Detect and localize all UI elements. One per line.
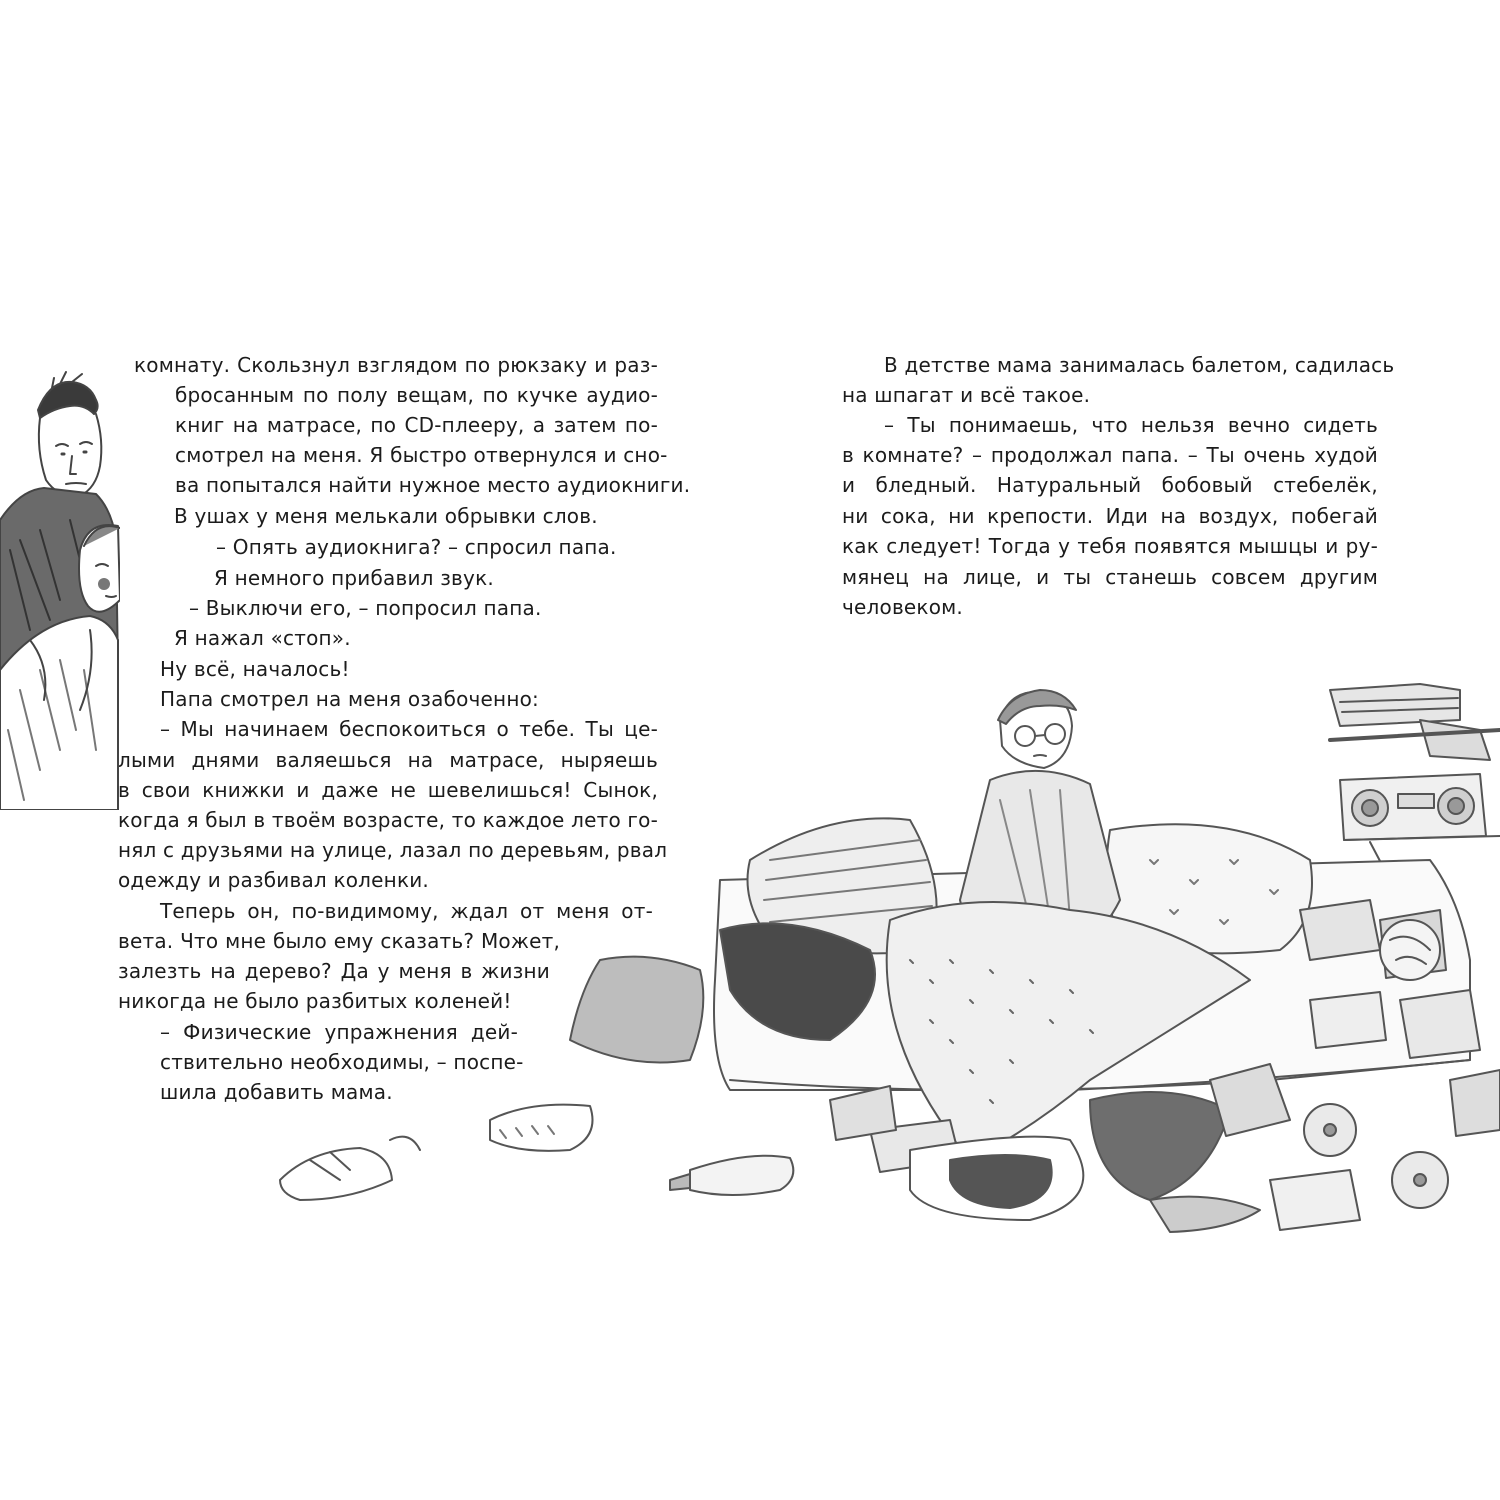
text-line: мянец на лице, и ты станешь совсем другим xyxy=(842,565,1378,589)
text-line: книг на матрасе, по CD-плееру, а затем по- xyxy=(175,413,658,437)
text-line: бросанным по полу вещам, по кучке аудио- xyxy=(175,383,658,407)
text-line: – Выключи его, – попросил папа. xyxy=(189,596,542,620)
text-line: смотрел на меня. Я быстро отвернулся и сно- xyxy=(175,443,668,467)
boy-room-illustration xyxy=(270,660,1500,1240)
text-line: – Опять аудиокнига? – спросил папа. xyxy=(216,535,617,559)
text-line: как следует! Тогда у тебя появятся мышцы и ру- xyxy=(842,534,1378,558)
parents-illustration xyxy=(0,370,120,810)
text-line: нял с друзьями на улице, лазал по деревьям, рвал xyxy=(118,838,668,862)
text-line: вета. Что мне было ему сказать? Может, xyxy=(118,929,560,953)
text-line: Ну всё, началось! xyxy=(160,657,350,681)
text-line: – Мы начинаем беспокоиться о тебе. Ты це- xyxy=(160,717,658,741)
text-line: когда я был в твоём возрасте, то каждое лето го- xyxy=(118,808,658,832)
text-line: в комнате? – продолжал папа. – Ты очень худой xyxy=(842,443,1378,467)
text-line: Папа смотрел на меня озабоченно: xyxy=(160,687,539,711)
text-line: комнату. Скользнул взглядом по рюкзаку и раз- xyxy=(134,353,658,377)
text-line: человеком. xyxy=(842,595,963,619)
text-line: – Физические упражнения дей- xyxy=(160,1020,518,1044)
text-line: шила добавить мама. xyxy=(160,1080,393,1104)
text-line: лыми днями валяешься на матрасе, ныряешь xyxy=(118,748,658,772)
text-line: ва попытался найти нужное место аудиокниги. xyxy=(175,473,691,497)
text-line: Я немного прибавил звук. xyxy=(214,566,494,590)
text-line: Я нажал «стоп». xyxy=(174,626,351,650)
text-line: В ушах у меня мелькали обрывки слов. xyxy=(174,504,598,528)
text-line: одежду и разбивал коленки. xyxy=(118,868,429,892)
text-line: В детстве мама занималась балетом, садилась xyxy=(884,353,1395,377)
text-line: никогда не было разбитых коленей! xyxy=(118,989,512,1013)
text-line: – Ты понимаешь, что нельзя вечно сидеть xyxy=(884,413,1378,437)
text-line: залезть на дерево? Да у меня в жизни xyxy=(118,959,550,983)
text-line: и бледный. Натуральный бобовый стебелёк, xyxy=(842,473,1378,497)
text-line: ствительно необходимы, – поспе- xyxy=(160,1050,524,1074)
text-line: на шпагат и всё такое. xyxy=(842,383,1091,407)
text-line: в свои книжки и даже не шевелишься! Сынок, xyxy=(118,778,658,802)
text-line: Теперь он, по-видимому, ждал от меня от- xyxy=(160,899,653,923)
text-line: ни сока, ни крепости. Иди на воздух, побегай xyxy=(842,504,1378,528)
